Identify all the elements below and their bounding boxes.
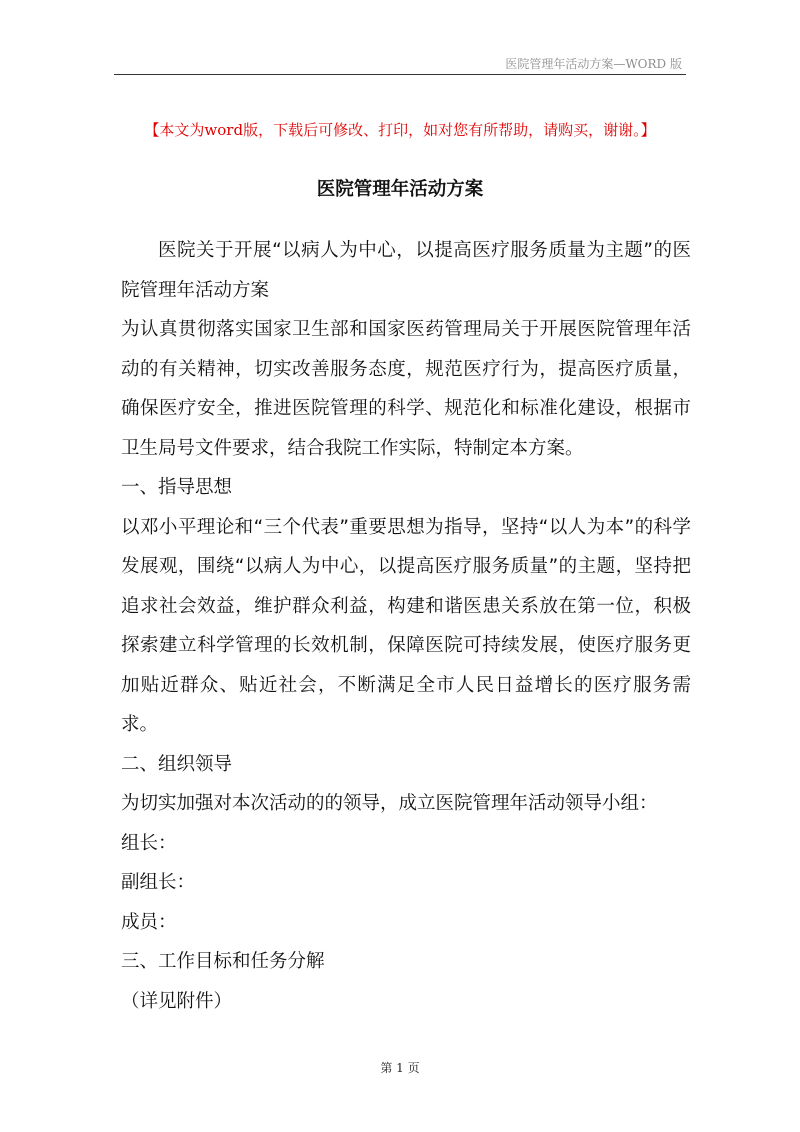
organization-paragraph: 为切实加强对本次活动的的领导，成立医院管理年活动领导小组： [121,793,658,814]
intro-paragraph: 医院关于开展“以病人为中心，以提高医疗服务质量为主题”的医院管理年活动方案 [121,240,691,301]
document-title: 医院管理年活动方案 [316,179,484,200]
guiding-thought-paragraph: 以邓小平理论和“三个代表”重要思想为指导，坚持“以人为本”的科学发展观，围绕“以病人为中心，以提高医疗服务质量”的主题，坚持把追求社会效益，维护群众利益，构建和谐医患关系放在第一位，积极探索建立科学管理的长效机制，保障医院可持续发展，使医疗服务更加贴近群众、贴近社会，不断满足全市人民日益增长的医疗服务需求。 [121,516,691,735]
section-heading-guiding-thought: 一、指导思想 [121,477,233,498]
section-heading-goals: 三、工作目标和任务分解 [121,951,325,972]
purpose-paragraph: 为认真贯彻落实国家卫生部和国家医药管理局关于开展医院管理年活动的有关精神，切实改善服务态度，规范医疗行为，提高医疗质量，确保医疗安全，推进医院管理的科学、规范化和标准化建设，根据市卫生局号文件要求，结合我院工作实际，特制定本方案。 [121,319,691,459]
running-header: 医院管理年活动方案—WORD 版 [505,57,682,71]
members-line: 成员： [121,911,177,933]
section-heading-organization: 二、组织领导 [121,753,233,775]
deputy-leader-line: 副组长： [121,872,196,893]
see-attachment-line: （详见附件） [121,990,233,1012]
header-divider [114,74,686,75]
page-number: 第 1 页 [380,1061,420,1075]
download-notice: 【本文为word版，下载后可修改、打印，如对您有所帮助，请购买，谢谢。】 [144,121,656,139]
leader-line: 组长： [121,832,177,854]
document-body [121,231,691,1021]
